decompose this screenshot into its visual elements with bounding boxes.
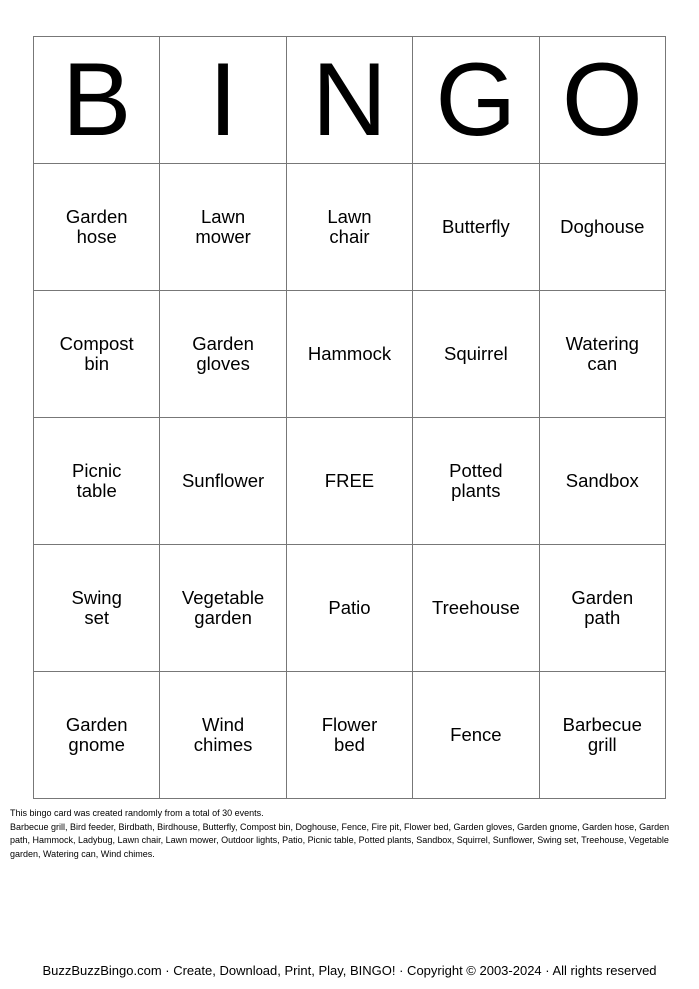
header-letter: O bbox=[539, 37, 665, 164]
bingo-cell: Garden hose bbox=[34, 164, 160, 291]
header-letter: N bbox=[286, 37, 412, 164]
bingo-cell: Compost bin bbox=[34, 291, 160, 418]
header-letter: B bbox=[34, 37, 160, 164]
free-space-cell: FREE bbox=[286, 418, 412, 545]
bingo-cell: Vegetable garden bbox=[160, 545, 286, 672]
bingo-cell: Squirrel bbox=[413, 291, 539, 418]
bingo-cell: Doghouse bbox=[539, 164, 665, 291]
bingo-cell: Garden gnome bbox=[34, 672, 160, 799]
bingo-cell: Barbecue grill bbox=[539, 672, 665, 799]
bingo-cell: Watering can bbox=[539, 291, 665, 418]
bingo-cell: Butterfly bbox=[413, 164, 539, 291]
bingo-cell: Picnic table bbox=[34, 418, 160, 545]
bingo-cell: Fence bbox=[413, 672, 539, 799]
bingo-row bbox=[34, 672, 666, 799]
bingo-cell: Lawn chair bbox=[286, 164, 412, 291]
bingo-card bbox=[33, 36, 666, 799]
header-letter: G bbox=[413, 37, 539, 164]
bingo-row bbox=[34, 291, 666, 418]
bingo-row bbox=[34, 164, 666, 291]
header-row bbox=[34, 37, 666, 164]
bingo-cell: Treehouse bbox=[413, 545, 539, 672]
bingo-cell: Wind chimes bbox=[160, 672, 286, 799]
bingo-cell: Flower bed bbox=[286, 672, 412, 799]
bingo-cell: Hammock bbox=[286, 291, 412, 418]
card-info-note bbox=[10, 807, 670, 861]
bingo-cell: Garden path bbox=[539, 545, 665, 672]
bingo-row bbox=[34, 418, 666, 545]
card-info-summary: This bingo card was created randomly from a total of 30 events. bbox=[10, 808, 264, 818]
bingo-cell: Sunflower bbox=[160, 418, 286, 545]
bingo-cell: Patio bbox=[286, 545, 412, 672]
bingo-cell: Lawn mower bbox=[160, 164, 286, 291]
header-letter: I bbox=[160, 37, 286, 164]
card-info-event-list: Barbecue grill, Bird feeder, Birdbath, Birdhouse, Butterfly, Compost bin, Doghouse, Fence, Fire pit, Flower bed, Garden gloves, Garden gnome, Garden hose, Garden path, Hammock, Ladybug, Lawn chair, Lawn mower, Outdoor lights, Patio, Picnic table, Potted plants, Sandbox, Squirrel, Sunflower, Swing set, Treehouse, Vegetable garden, Watering can, Wind chimes. bbox=[10, 821, 670, 859]
bingo-cell: Garden gloves bbox=[160, 291, 286, 418]
bingo-row bbox=[34, 545, 666, 672]
site-footer: BuzzBuzzBingo.com · Create, Download, Print, Play, BINGO! · Copyright © 2003-2024 · All rights reserved bbox=[42, 963, 657, 978]
bingo-cell: Potted plants bbox=[413, 418, 539, 545]
bingo-cell: Swing set bbox=[34, 545, 160, 672]
bingo-cell: Sandbox bbox=[539, 418, 665, 545]
